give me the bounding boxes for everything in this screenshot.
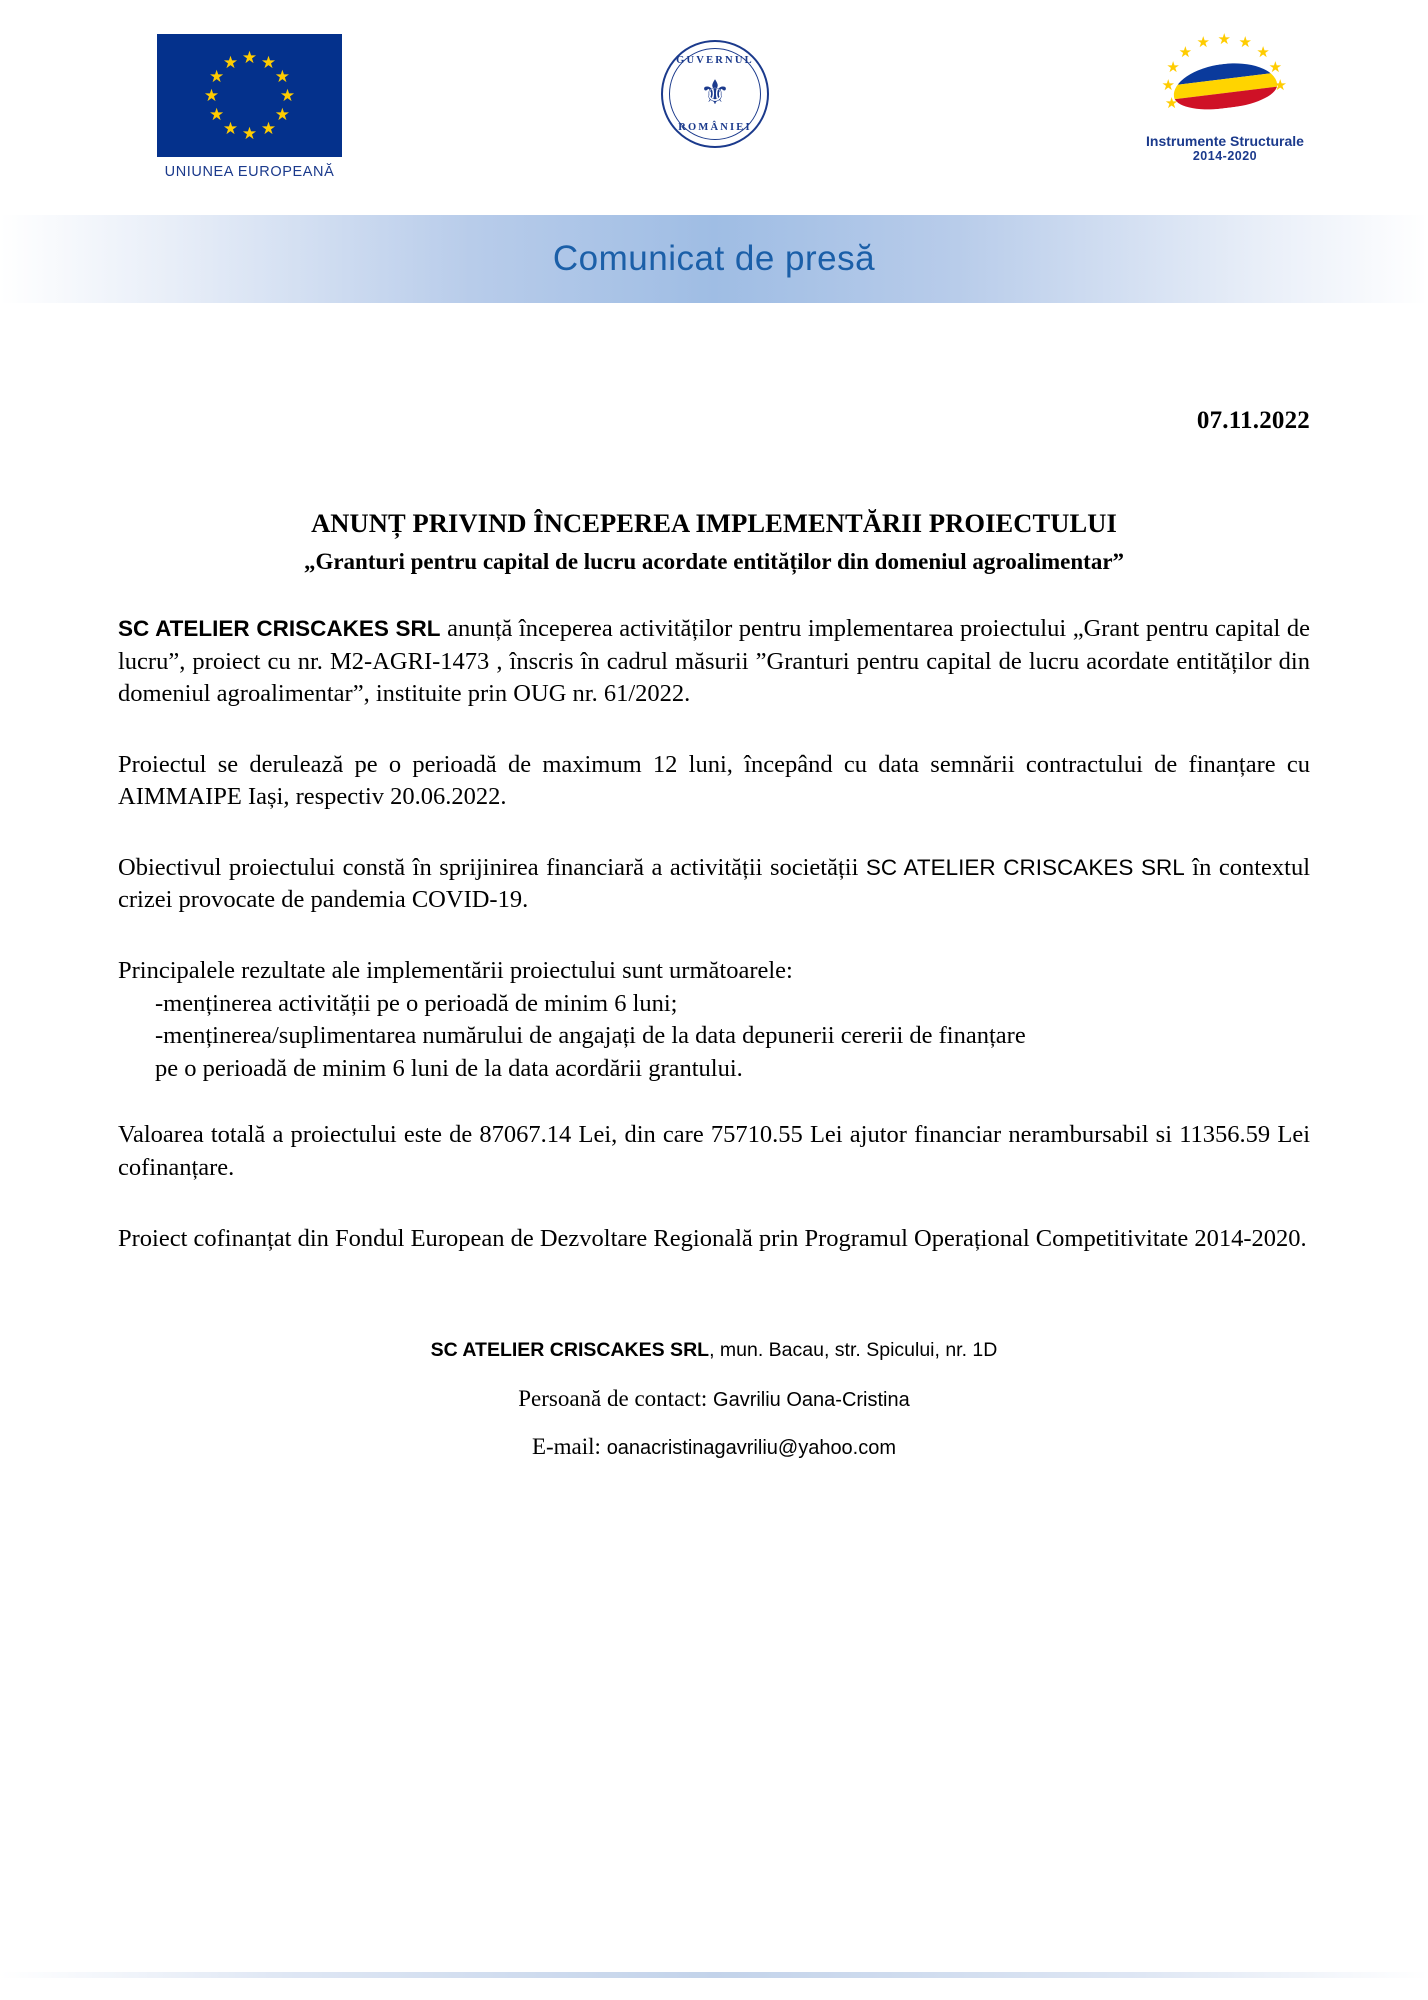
- contact-person-name: Gavriliu Oana-Cristina: [713, 1389, 910, 1412]
- results-list: [118, 988, 1310, 1086]
- paragraph-2-wrapper: [118, 749, 1310, 814]
- list-item: -menținerea/suplimentarea numărului de angajați de la data depunerii cererii de finanțare: [155, 1022, 1026, 1050]
- company-name-inline-2: SC ATELIER CRISCAKES SRL: [865, 854, 1185, 880]
- press-release-banner: [0, 215, 1428, 303]
- structural-star-icon: ★: [1166, 60, 1180, 77]
- structural-star-icon: ★: [1161, 77, 1175, 94]
- banner-title: Comunicat de presă: [552, 239, 876, 278]
- footer-divider: [0, 1972, 1428, 1978]
- paragraph-3-part-2: în contextul crizei provocate de pandemia COVID-19.: [118, 853, 1310, 914]
- contact-block: [118, 1339, 1310, 1460]
- contact-email-line: [118, 1434, 1310, 1460]
- list-item: pe o perioadă de minim 6 luni de la data acordării grantului.: [155, 1054, 743, 1082]
- document-date: 07.11.2022: [1196, 407, 1310, 434]
- structural-star-icon: ★: [1256, 45, 1270, 62]
- eu-star-icon: ★: [274, 67, 291, 86]
- eu-star-icon: ★: [241, 124, 258, 143]
- structural-star-icon: ★: [1217, 31, 1231, 48]
- contact-company-name: SC ATELIER CRISCAKES SRL: [430, 1339, 710, 1362]
- eu-star-icon: ★: [260, 53, 277, 73]
- results-section: [118, 955, 1310, 1085]
- contact-person-label: Persoană de contact:: [518, 1386, 714, 1412]
- contact-address: , mun. Bacau, str. Spicului, nr. 1D: [709, 1339, 998, 1362]
- structural-instruments-icon: [1140, 26, 1310, 131]
- eu-star-icon: ★: [222, 118, 239, 138]
- structural-star-icon: ★: [1273, 77, 1287, 94]
- document-body: [0, 407, 1428, 1460]
- document-title-secondary: „Granturi pentru capital de lucru acordate entităților din domeniul agroalimentar”: [303, 549, 1125, 574]
- paragraph-2: Proiectul se derulează pe o perioadă de maximum 12 luni, începând cu data semnării contractului de finanțare cu AIMMAIPE Iași, respectiv 20.06.2022.: [118, 750, 1310, 811]
- paragraph-1-wrapper: [118, 613, 1310, 711]
- contact-email-value: oanacristinagavriliu@yahoo.com: [606, 1437, 897, 1460]
- paragraph-5: Proiect cofinanțat din Fondul European de Dezvoltare Regională prin Programul Operațional Competitivitate 2014-2020.: [118, 1224, 1307, 1252]
- eu-star-icon: ★: [208, 105, 225, 124]
- government-of-romania-logo: [635, 40, 795, 148]
- eu-star-icon: ★: [279, 86, 296, 105]
- company-name-inline: SC ATELIER CRISCAKES SRL: [118, 616, 441, 641]
- paragraph-3-wrapper: [118, 852, 1310, 917]
- government-seal-top-text: GUVERNUL: [676, 55, 754, 66]
- government-seal-icon: [661, 40, 769, 148]
- contact-email-label: E-mail:: [531, 1434, 607, 1460]
- list-item: -menținerea activității pe o perioadă de minim 6 luni;: [155, 989, 678, 1017]
- eagle-emblem-icon: ⚜: [699, 75, 731, 112]
- eu-star-icon: ★: [208, 67, 225, 86]
- paragraph-4-wrapper: [118, 1119, 1310, 1184]
- structural-star-icon: ★: [1196, 35, 1210, 52]
- paragraph-3-part-1: Obiectivul proiectului constă în sprijinirea financiară a activității societății: [118, 853, 866, 881]
- eu-star-icon: ★: [241, 48, 258, 67]
- eu-flag-icon: [157, 34, 342, 157]
- eu-star-icon: ★: [260, 118, 277, 138]
- paragraph-3: [118, 852, 1310, 917]
- contact-person-line: [118, 1386, 1310, 1412]
- structural-star-icon: ★: [1178, 45, 1193, 62]
- eu-logo-caption: UNIUNEA EUROPEANĂ: [164, 164, 335, 180]
- eu-star-icon: ★: [222, 53, 239, 73]
- structural-star-icon: ★: [1164, 95, 1179, 112]
- government-seal-bottom-text: ROMÂNIEI: [678, 122, 752, 133]
- paragraph-4: Valoarea totală a proiectului este de 87067.14 Lei, din care 75710.55 Lei ajutor financiar nerambursabil si 11356.59 Lei cofinanțare.: [118, 1121, 1310, 1181]
- eu-star-icon: ★: [203, 86, 220, 105]
- romanian-flag-swoosh-icon: [1171, 58, 1283, 114]
- eu-star-icon: ★: [274, 105, 291, 124]
- structural-instruments-caption-1: Instrumente Structurale: [1146, 133, 1304, 149]
- paragraph-5-wrapper: [118, 1223, 1310, 1256]
- structural-instruments-logo: [1110, 26, 1340, 163]
- structural-star-icon: ★: [1238, 35, 1252, 52]
- document-header: [0, 0, 1428, 215]
- document-title-primary: ANUNȚ PRIVIND ÎNCEPEREA IMPLEMENTĂRII PROIECTULUI: [311, 508, 1117, 538]
- contact-company-address: [118, 1339, 1310, 1362]
- structural-instruments-caption-2: 2014-2020: [1192, 149, 1258, 163]
- results-intro: Principalele rezultate ale implementării proiectului sunt următoarele:: [118, 957, 793, 985]
- paragraph-1-text: anunță începerea activităților pentru implementarea proiectului „Grant pentru capital de lucru”, proiect cu nr. M2-AGRI-1473 , înscris în cadrul măsurii ”Granturi pentru capital de lucru acordate entităților din domeniul agroalimentar”, instituite prin OUG nr. 61/2022.: [118, 615, 1310, 708]
- structural-star-icon: ★: [1268, 60, 1283, 77]
- eu-logo: [152, 34, 347, 180]
- paragraph-1: [118, 613, 1310, 711]
